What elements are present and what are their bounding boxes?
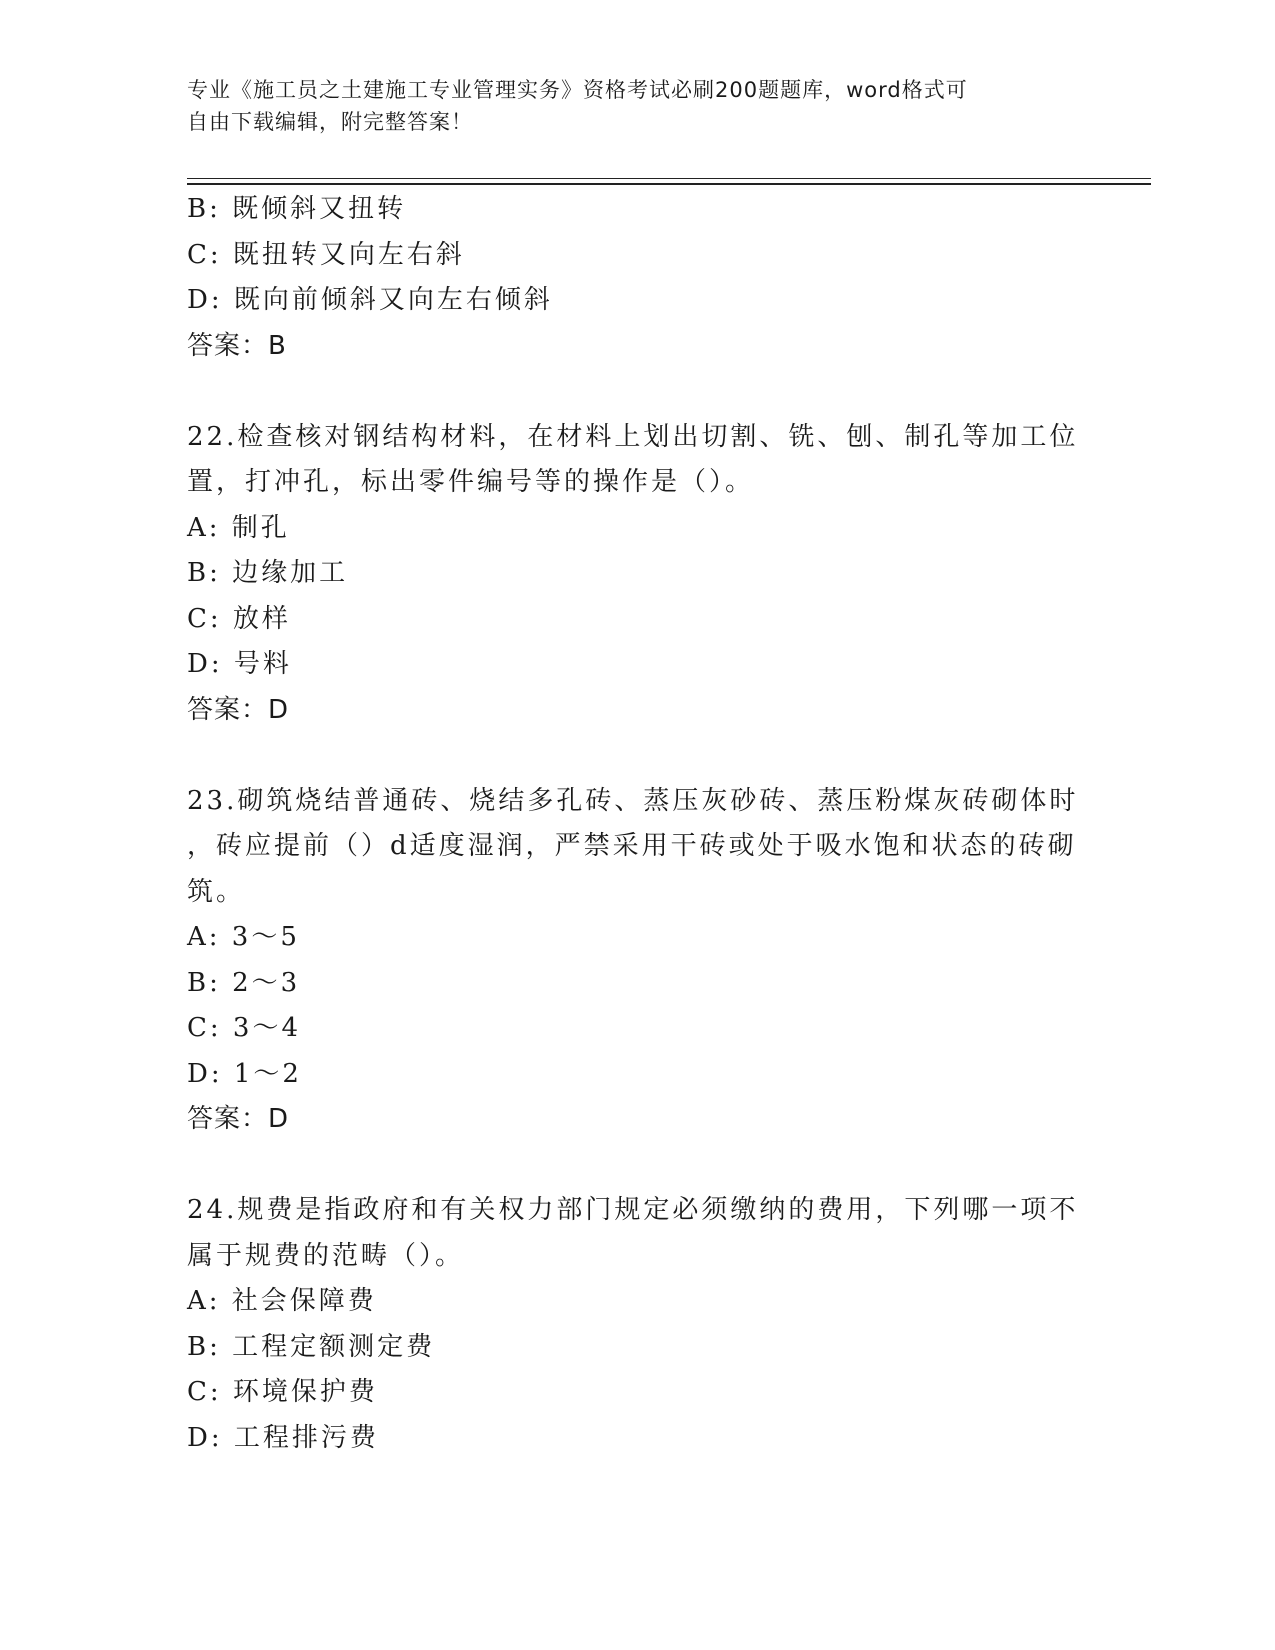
- option-a: A: 制孔: [187, 512, 290, 543]
- option-c: C: 既扭转又向左右斜: [187, 239, 465, 270]
- header-line-1: 专业《施工员之土建施工专业管理实务》资格考试必刷200题题库，word格式可: [187, 78, 968, 102]
- option-d: D: 工程排污费: [187, 1422, 379, 1453]
- header-divider-thick: [187, 183, 1151, 185]
- answer-line: 答案：B: [187, 330, 287, 361]
- spacer: [187, 1143, 1087, 1189]
- answer-line: 答案：D: [187, 694, 290, 725]
- option-c: C: 放样: [187, 603, 291, 634]
- option-b: B: 2～3: [187, 967, 301, 998]
- question-21-continued: [187, 187, 1087, 369]
- option-b: B: 边缘加工: [187, 558, 349, 588]
- question-23: [187, 779, 1087, 1143]
- question-stem-line: ，砖应提前（）d适度湿润，严禁采用干砖或处于吸水饱和状态的砖砌: [187, 831, 1077, 861]
- answer-line: 答案：D: [187, 1104, 290, 1134]
- page-header: [187, 74, 1067, 138]
- spacer: [187, 369, 1087, 415]
- question-stem-line: 筑。: [187, 876, 246, 907]
- question-stem-line: 24.规费是指政府和有关权力部门规定必须缴纳的费用，下列哪一项不: [187, 1195, 1079, 1225]
- question-24: [187, 1188, 1087, 1461]
- option-c: C: 环境保护费: [187, 1377, 378, 1407]
- header-divider-thin: [187, 178, 1151, 179]
- question-list: [187, 187, 1087, 1461]
- question-stem-line: 22.检查核对钢结构材料，在材料上划出切割、铣、刨、制孔等加工位: [187, 421, 1079, 452]
- question-stem-line: 属于规费的范畴（）。: [187, 1240, 465, 1271]
- option-b: B: 既倾斜又扭转: [187, 194, 407, 224]
- option-a: A: 社会保障费: [187, 1286, 377, 1316]
- header-line-2: 自由下载编辑，附完整答案！: [187, 110, 473, 134]
- question-stem-line: 置，打冲孔，标出零件编号等的操作是（）。: [187, 467, 755, 497]
- question-stem-line: 23.砌筑烧结普通砖、烧结多孔砖、蒸压灰砂砖、蒸压粉煤灰砖砌体时: [187, 785, 1079, 816]
- option-c: C: 3～4: [187, 1013, 302, 1043]
- spacer: [187, 733, 1087, 779]
- question-22: [187, 415, 1087, 734]
- option-d: D: 1～2: [187, 1058, 302, 1089]
- option-d: D: 号料: [187, 649, 292, 679]
- option-d: D: 既向前倾斜又向左右倾斜: [187, 285, 553, 315]
- option-a: A: 3～5: [187, 922, 300, 952]
- option-b: B: 工程定额测定费: [187, 1331, 436, 1362]
